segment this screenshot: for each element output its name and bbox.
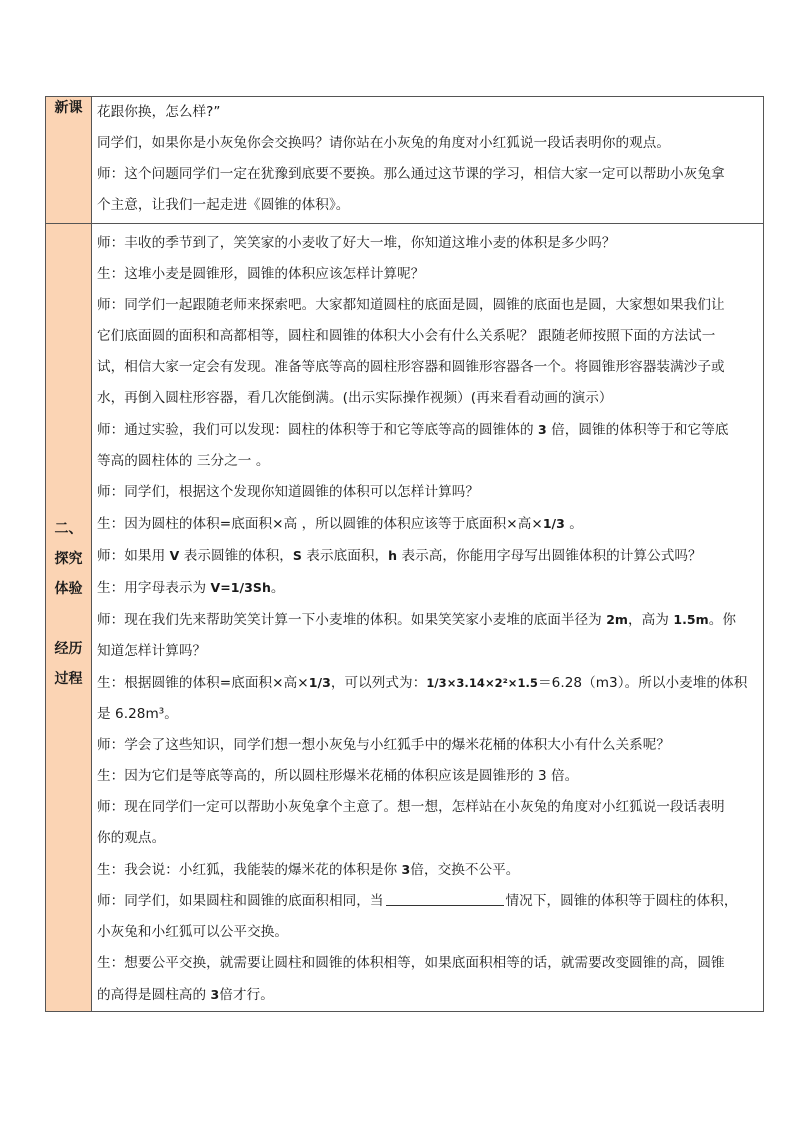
- text-line: [97, 667, 757, 699]
- text-span: 生：用字母表示为: [97, 580, 211, 596]
- text-span: 。: [564, 516, 583, 532]
- section-label-cell: [46, 97, 92, 224]
- variable-span: V: [169, 548, 180, 563]
- label-line: 体验: [54, 581, 83, 597]
- formula-span: 1/3×3.14×2²×1.5: [426, 676, 538, 690]
- text-line: 师：学会了这些知识，同学们想一想小灰兔与小红狐手中的爆米花桶的体积大小有什么关系呢？: [97, 737, 671, 753]
- text-line: [97, 540, 757, 572]
- text-span: 倍，交换不公平。: [410, 862, 520, 878]
- table-row-explore: [46, 224, 764, 1012]
- text-line: 小灰兔和小红狐可以公平交换。: [97, 924, 289, 940]
- text-line: [97, 604, 757, 636]
- text-line: 生：因为它们是等底等高的，所以圆柱形爆米花桶的体积应该是圆锥形的 3 倍。: [97, 768, 579, 784]
- text-line: 生：想要公平交换，就需要让圆柱和圆锥的体积相等，如果底面积相等的话，就需要改变圆锥的高，圆锥: [97, 955, 725, 971]
- number-span: 1.5m: [673, 612, 709, 627]
- fraction-span: 1/3: [542, 516, 565, 531]
- text-line: 师：现在同学们一定可以帮助小灰兔拿个主意了。想一想，怎样站在小灰兔的角度对小红狐说一段话表明: [97, 799, 725, 815]
- variable-span: h: [388, 548, 398, 563]
- text-span: 倍，圆锥的体积等于和它等底: [551, 422, 729, 438]
- text-line: 生：这堆小麦是圆锥形，圆锥的体积应该怎样计算呢？: [97, 266, 425, 282]
- text-line: [97, 414, 757, 446]
- text-span: 的高得是圆柱高的: [97, 987, 211, 1003]
- formula-span: V=1/3Sh: [210, 580, 271, 595]
- text-span: 生：我会说：小红狐，我能装的爆米花的体积是你: [97, 862, 402, 878]
- variable-span: S: [292, 548, 302, 563]
- text-span: 表示高，你能用字母写出圆锥体积的计算公式吗？: [401, 548, 702, 564]
- text-line: 是 6.28m³。: [97, 706, 178, 722]
- number-span: 2m: [606, 612, 629, 627]
- number-span: 3: [210, 987, 220, 1002]
- fraction-span: 1/3: [308, 675, 331, 690]
- text-line: 师：同学们，根据这个发现你知道圆锥的体积可以怎样计算吗？: [97, 484, 480, 500]
- label-line: 过程: [54, 671, 83, 687]
- text-line: [97, 508, 757, 540]
- section-label: 新课: [54, 100, 83, 116]
- text-span: 表示底面积，: [306, 548, 389, 564]
- number-span: 3: [537, 422, 547, 437]
- text-line: 水，再倒入圆柱形容器，看几次能倒满。(出示实际操作视频）(再来看看动画的演示）: [97, 390, 613, 406]
- text-line: 知道怎样计算吗？: [97, 643, 207, 659]
- text-line: 等高的圆柱体的 三分之一 。: [97, 453, 270, 469]
- section-label-cell: [46, 224, 92, 1012]
- text-span: 师：现在我们先来帮助笑笑计算一下小麦堆的体积。如果笑笑家小麦堆的底面半径为: [97, 612, 607, 628]
- text-span: 师：如果用: [97, 548, 166, 564]
- label-line: 探究: [54, 551, 83, 567]
- label-line: 二、: [54, 521, 83, 537]
- section-label: [46, 224, 91, 694]
- text-line: 师：同学们一起跟随老师来探索吧。大家都知道圆柱的底面是圆，圆锥的底面也是圆，大家想如果我们让: [97, 297, 725, 313]
- text-line: 它们底面圆的面积和高都相等，圆柱和圆锥的体积大小会有什么关系呢？ 跟随老师按照下面的方法试一: [97, 328, 716, 344]
- text-span: 倍才行。: [219, 987, 274, 1003]
- text-span: 生：根据圆锥的体积=底面积×高×: [97, 675, 309, 691]
- text-span: 表示圆锥的体积，: [183, 548, 293, 564]
- number-span: 3: [401, 862, 411, 877]
- text-span: ，高为: [628, 612, 674, 628]
- text-span: ＝6.28（m3）。所以小麦堆的体积: [538, 675, 748, 691]
- text-span: 。: [270, 580, 285, 596]
- text-span: 情况下，圆锥的体积等于圆柱的体积，: [505, 893, 738, 909]
- text-line: 你的观点。: [97, 830, 166, 846]
- lesson-table: [45, 96, 764, 1012]
- text-line: 试，相信大家一定会有发现。准备等底等高的圆柱形容器和圆锥形容器各一个。将圆锥形容器装满沙子或: [97, 359, 725, 375]
- text-span: 师：同学们，如果圆柱和圆锥的底面积相同，当: [97, 893, 384, 909]
- text-line: 师：丰收的季节到了，笑笑家的小麦收了好大一堆，你知道这堆小麦的体积是多少吗？: [97, 235, 616, 251]
- text-span: 生：因为圆柱的体积=底面积×高 ，所以圆锥的体积应该等于底面积×高×: [97, 516, 543, 532]
- text-line: [97, 886, 757, 917]
- fill-in-blank[interactable]: [386, 891, 504, 906]
- text-line: 师：这个问题同学们一定在犹豫到底要不要换。那么通过这节课的学习，相信大家一定可以帮助小灰兔拿: [97, 166, 725, 182]
- text-line: 同学们，如果你是小灰兔你会交换吗？请你站在小灰兔的角度对小红狐说一段话表明你的观点。: [97, 135, 671, 151]
- label-line: 经历: [54, 641, 83, 657]
- text-span: ，可以列式为：: [330, 675, 427, 691]
- text-line: [97, 854, 757, 886]
- text-line: [97, 979, 757, 1011]
- text-line: 个主意，让我们一起走进《圆锥的体积》。: [97, 197, 350, 213]
- section-content-cell: [92, 224, 764, 1012]
- text-span: 师：通过实验，我们可以发现：圆柱的体积等于和它等底等高的圆锥体的: [97, 422, 534, 438]
- text-line: [97, 572, 757, 604]
- text-span: 。你: [708, 612, 736, 628]
- section-content-cell: [92, 97, 764, 224]
- table-row-new-lesson: [46, 97, 764, 224]
- text-line: 花跟你换，怎么样?”: [97, 104, 221, 120]
